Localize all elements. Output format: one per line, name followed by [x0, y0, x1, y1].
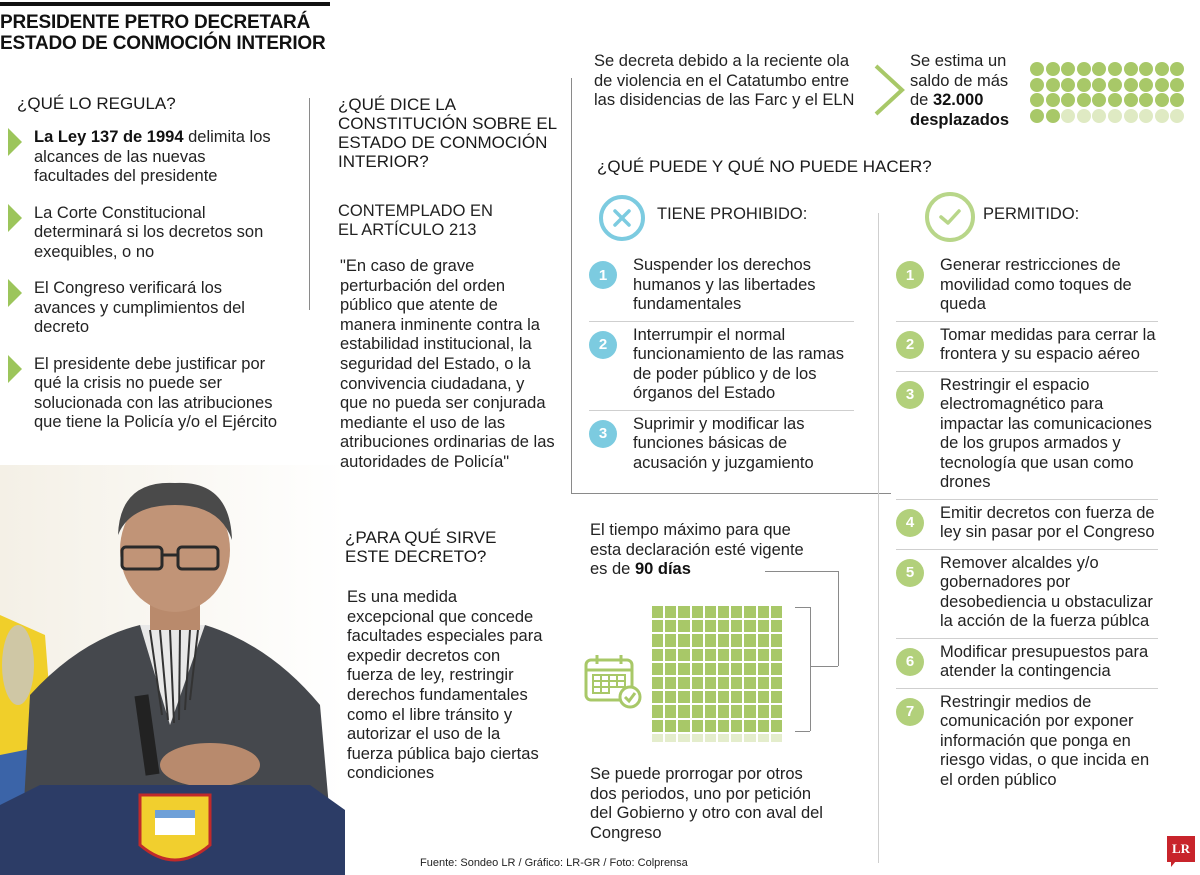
number-badge: 2 — [896, 331, 924, 359]
displaced-dot — [1061, 62, 1075, 76]
displaced-dot — [1155, 62, 1169, 76]
allowed-item-text: Remover alcaldes y/o gobernadores por desobediencia u obstaculizar la acción de la fuerza públca — [940, 553, 1153, 630]
section-divider-foot — [571, 493, 891, 494]
day-square — [731, 634, 742, 646]
displaced-dot — [1046, 93, 1060, 107]
day-square — [771, 677, 782, 689]
displaced-dot — [1061, 109, 1075, 123]
prohibited-label: TIENE PROHIBIDO: — [657, 205, 808, 223]
displaced-dot — [1061, 78, 1075, 92]
day-square — [771, 620, 782, 632]
day-square — [731, 691, 742, 703]
displaced-dot — [1139, 62, 1153, 76]
day-square — [758, 620, 769, 632]
day-square — [665, 677, 676, 689]
day-square — [705, 705, 716, 717]
day-square — [665, 691, 676, 703]
day-square — [718, 691, 729, 703]
day-square — [692, 620, 703, 632]
day-square — [771, 720, 782, 732]
allowed-item — [896, 500, 1158, 550]
day-square — [665, 620, 676, 632]
day-square — [652, 606, 663, 618]
displaced-dot — [1077, 78, 1091, 92]
displaced-dot — [1139, 78, 1153, 92]
day-square — [771, 691, 782, 703]
day-square — [665, 606, 676, 618]
president-photo — [0, 465, 345, 875]
day-square — [744, 691, 755, 703]
displaced-dot-grid — [1030, 62, 1184, 123]
day-square — [731, 663, 742, 675]
day-square — [771, 705, 782, 717]
allowed-item — [896, 550, 1158, 639]
day-square — [692, 677, 703, 689]
prohibited-item — [589, 252, 854, 322]
displaced-dot — [1108, 109, 1122, 123]
displaced-dot — [1046, 62, 1060, 76]
triangle-bullet-icon — [8, 355, 22, 383]
day-square — [731, 720, 742, 732]
day-square — [692, 649, 703, 661]
prohibited-item — [589, 322, 854, 411]
list-divider — [878, 213, 879, 863]
regula-item — [8, 355, 283, 433]
day-square — [665, 705, 676, 717]
displaced-dot — [1061, 93, 1075, 107]
displaced-dot — [1170, 109, 1184, 123]
day-square — [758, 649, 769, 661]
day-square — [705, 606, 716, 618]
day-square — [771, 634, 782, 646]
regula-heading: ¿QUÉ LO REGULA? — [17, 94, 176, 113]
displaced-dot — [1030, 93, 1044, 107]
day-square — [705, 691, 716, 703]
chevron-right-icon — [872, 62, 908, 118]
day-square — [718, 720, 729, 732]
displaced-dot — [1139, 93, 1153, 107]
bracket-line — [795, 731, 810, 732]
day-square — [731, 649, 742, 661]
day-square — [652, 620, 663, 632]
day-square — [692, 705, 703, 717]
number-badge: 2 — [589, 331, 617, 359]
allowed-item-text: Modificar presupuestos para atender la contingencia — [940, 642, 1149, 680]
day-square — [758, 677, 769, 689]
regula-list — [8, 128, 283, 450]
day-square — [744, 620, 755, 632]
number-badge: 3 — [896, 381, 924, 409]
day-square — [758, 734, 769, 742]
number-badge: 1 — [589, 261, 617, 289]
day-square — [758, 720, 769, 732]
day-square — [665, 649, 676, 661]
regula-item-bold: La Ley 137 de 1994 — [34, 128, 184, 146]
day-square — [731, 705, 742, 717]
prohibited-list — [589, 252, 854, 479]
day-square — [652, 691, 663, 703]
allowed-item-text: Restringir medios de comunicación por exponer información que ponga en riesgo vidas, o que incida en el orden público — [940, 692, 1150, 789]
regula-item — [8, 279, 283, 338]
day-square — [665, 720, 676, 732]
triangle-bullet-icon — [8, 128, 22, 156]
day-square — [652, 734, 663, 742]
para-que-heading: ¿PARA QUÉ SIRVE ESTE DECRETO? — [345, 528, 497, 566]
displaced-dot — [1170, 62, 1184, 76]
regula-item — [8, 204, 283, 263]
max-duration-prefix: El tiempo máximo para que esta declaración esté vigente es de — [590, 521, 804, 578]
day-square — [718, 677, 729, 689]
day-square — [652, 677, 663, 689]
day-square — [718, 705, 729, 717]
day-square — [652, 649, 663, 661]
day-square — [678, 649, 689, 661]
displaced-dot — [1077, 109, 1091, 123]
allowed-item — [896, 372, 1158, 500]
day-square — [744, 677, 755, 689]
allowed-item — [896, 639, 1158, 689]
displaced-dot — [1155, 78, 1169, 92]
day-square — [771, 649, 782, 661]
regula-item — [8, 128, 283, 187]
calendar-check-icon — [583, 652, 643, 710]
day-square — [705, 734, 716, 742]
regula-item-text: El Congreso verificará los avances y cumplimientos del decreto — [34, 279, 245, 336]
regula-item-text: La Corte Constitucional determinará si los decretos son exequibles, o no — [34, 203, 264, 261]
day-square — [731, 606, 742, 618]
displaced-dot — [1170, 78, 1184, 92]
day-square — [718, 734, 729, 742]
day-square — [692, 734, 703, 742]
day-square — [705, 677, 716, 689]
estimate-prefix: Se estima un saldo de más de — [910, 52, 1009, 109]
displaced-dot — [1139, 109, 1153, 123]
source-credit: Fuente: Sondeo LR / Gráfico: LR-GR / Foto: Colprensa — [420, 857, 688, 869]
day-square — [652, 720, 663, 732]
allowed-check-icon — [925, 192, 975, 242]
section-divider — [571, 78, 572, 494]
displaced-dot — [1124, 62, 1138, 76]
day-square — [771, 734, 782, 742]
day-square — [652, 634, 663, 646]
day-square — [665, 663, 676, 675]
day-square — [744, 606, 755, 618]
day-square — [744, 663, 755, 675]
allowed-item — [896, 252, 1158, 322]
page-title — [0, 12, 340, 54]
day-square — [744, 649, 755, 661]
displaced-dot — [1108, 78, 1122, 92]
displaced-dot — [1108, 93, 1122, 107]
day-square — [678, 677, 689, 689]
displaced-dot — [1030, 78, 1044, 92]
displaced-dot — [1170, 93, 1184, 107]
regula-item-text: delimita los alcances de las nuevas facultades del presidente — [34, 128, 271, 185]
connector-line — [765, 571, 838, 572]
triangle-bullet-icon — [8, 279, 22, 307]
day-square — [744, 734, 755, 742]
day-square — [678, 691, 689, 703]
number-badge: 1 — [896, 261, 924, 289]
displaced-dot — [1046, 78, 1060, 92]
day-square — [692, 720, 703, 732]
day-square — [718, 634, 729, 646]
constitucion-heading: ¿QUÉ DICE LA CONSTITUCIÓN SOBRE EL ESTADO DE CONMOCIÓN INTERIOR? — [338, 95, 557, 171]
extension-text: Se puede prorrogar por otros dos periodos, uno por petición del Gobierno y otro con aval del Congreso — [590, 765, 823, 842]
prohibited-item-text: Suprimir y modificar las funciones básicas de acusación y juzgamiento — [633, 414, 814, 472]
title-line-1: PRESIDENTE PETRO DECRETARÁ — [0, 12, 311, 33]
allowed-label: PERMITIDO: — [983, 205, 1080, 223]
number-badge: 3 — [589, 420, 617, 448]
day-square — [705, 649, 716, 661]
displaced-dot — [1030, 109, 1044, 123]
displaced-dot — [1077, 62, 1091, 76]
day-square — [718, 649, 729, 661]
allowed-list — [896, 252, 1158, 796]
bracket-line — [810, 607, 811, 731]
day-square — [665, 634, 676, 646]
displaced-dot — [1077, 93, 1091, 107]
prohibited-item-text: Interrumpir el normal funcionamiento de las ramas de poder público y de los órganos del Estado — [633, 325, 844, 402]
day-square — [652, 663, 663, 675]
constitucion-quote: "En caso de grave perturbación del orden público que atente de manera inminente contra la estabilidad institucional, la seguridad del Estado, o la convivencia ciudadana, y que no pueda ser conjurada mediante el uso de las atribuciones ordinarias de las autoridades de Policía" — [340, 257, 555, 471]
day-square — [705, 663, 716, 675]
day-square — [758, 634, 769, 646]
days-square-grid — [652, 606, 782, 742]
day-square — [771, 606, 782, 618]
connector-line — [838, 571, 839, 666]
title-line-2: ESTADO DE CONMOCIÓN INTERIOR — [0, 33, 326, 54]
day-square — [744, 720, 755, 732]
prohibited-item-text: Suspender los derechos humanos y las libertades fundamentales — [633, 256, 816, 313]
displaced-dot — [1092, 109, 1106, 123]
prohibited-item — [589, 411, 854, 480]
bracket-line — [795, 607, 810, 608]
displaced-dot — [1092, 78, 1106, 92]
day-square — [744, 634, 755, 646]
displaced-dot — [1030, 62, 1044, 76]
day-square — [678, 663, 689, 675]
day-square — [758, 691, 769, 703]
allowed-item-text: Generar restricciones de movilidad como toques de queda — [940, 256, 1132, 313]
day-square — [678, 620, 689, 632]
displaced-dot — [1046, 109, 1060, 123]
allowed-item-text: Emitir decretos con fuerza de ley sin pasar por el Congreso — [940, 503, 1155, 541]
allowed-item — [896, 689, 1158, 797]
day-square — [758, 663, 769, 675]
prohibited-x-icon — [599, 195, 645, 241]
day-square — [705, 620, 716, 632]
day-square — [718, 606, 729, 618]
constitucion-subheading-line: EL ARTÍCULO 213 — [338, 221, 477, 239]
day-square — [731, 620, 742, 632]
constitucion-subheading-line: CONTEMPLADO EN — [338, 202, 493, 220]
day-square — [692, 606, 703, 618]
intro-text: Se decreta debido a la reciente ola de violencia en el Catatumbo entre las disidencias de las Farc y el ELN — [594, 52, 855, 109]
day-square — [665, 734, 676, 742]
max-duration-value: 90 días — [634, 560, 691, 578]
connector-line — [810, 666, 838, 667]
day-square — [652, 705, 663, 717]
displaced-dot — [1155, 109, 1169, 123]
day-square — [678, 606, 689, 618]
day-square — [678, 634, 689, 646]
day-square — [678, 734, 689, 742]
estimate-value: 32.000 desplazados — [910, 91, 1010, 129]
day-square — [705, 634, 716, 646]
day-square — [692, 691, 703, 703]
day-square — [678, 705, 689, 717]
regula-item-text: El presidente debe justificar por qué la crisis no puede ser solucionada con las atribuciones que tiene la Policía y/o el Ejército — [34, 354, 278, 431]
day-square — [744, 705, 755, 717]
constitucion-subheading — [338, 202, 538, 240]
lr-logo-tail — [1171, 861, 1176, 867]
displaced-dot — [1092, 62, 1106, 76]
day-square — [731, 734, 742, 742]
displaced-dot — [1155, 93, 1169, 107]
number-badge: 6 — [896, 648, 924, 676]
displaced-dot — [1124, 109, 1138, 123]
title-rule — [0, 2, 330, 6]
para-que-text: Es una medida excepcional que concede facultades especiales para expedir decretos con fuerza de ley, restringir derechos fundamentales como el libre tránsito y autorizar el uso de la fuerza pública bajo ciertas condiciones — [347, 588, 543, 783]
day-square — [771, 663, 782, 675]
displaced-dot — [1108, 62, 1122, 76]
allowed-item-text: Restringir el espacio electromagnético para impactar las comunicaciones de los grupos armados y tecnología que usan como drones — [940, 375, 1152, 491]
lr-logo: LR — [1167, 836, 1195, 862]
allowed-item — [896, 322, 1158, 372]
day-square — [758, 606, 769, 618]
day-square — [678, 720, 689, 732]
displaced-dot — [1092, 93, 1106, 107]
day-square — [718, 663, 729, 675]
column-divider — [309, 98, 310, 310]
displaced-dot — [1124, 93, 1138, 107]
displaced-dot — [1124, 78, 1138, 92]
day-square — [731, 677, 742, 689]
day-square — [692, 663, 703, 675]
day-square — [718, 620, 729, 632]
day-square — [692, 634, 703, 646]
number-badge: 4 — [896, 509, 924, 537]
displaced-estimate — [910, 52, 1025, 130]
number-badge: 5 — [896, 559, 924, 587]
allowed-item-text: Tomar medidas para cerrar la frontera y su espacio aéreo — [940, 325, 1156, 363]
puede-heading: ¿QUÉ PUEDE Y QUÉ NO PUEDE HACER? — [597, 157, 932, 176]
number-badge: 7 — [896, 698, 924, 726]
day-square — [758, 705, 769, 717]
triangle-bullet-icon — [8, 204, 22, 232]
day-square — [705, 720, 716, 732]
